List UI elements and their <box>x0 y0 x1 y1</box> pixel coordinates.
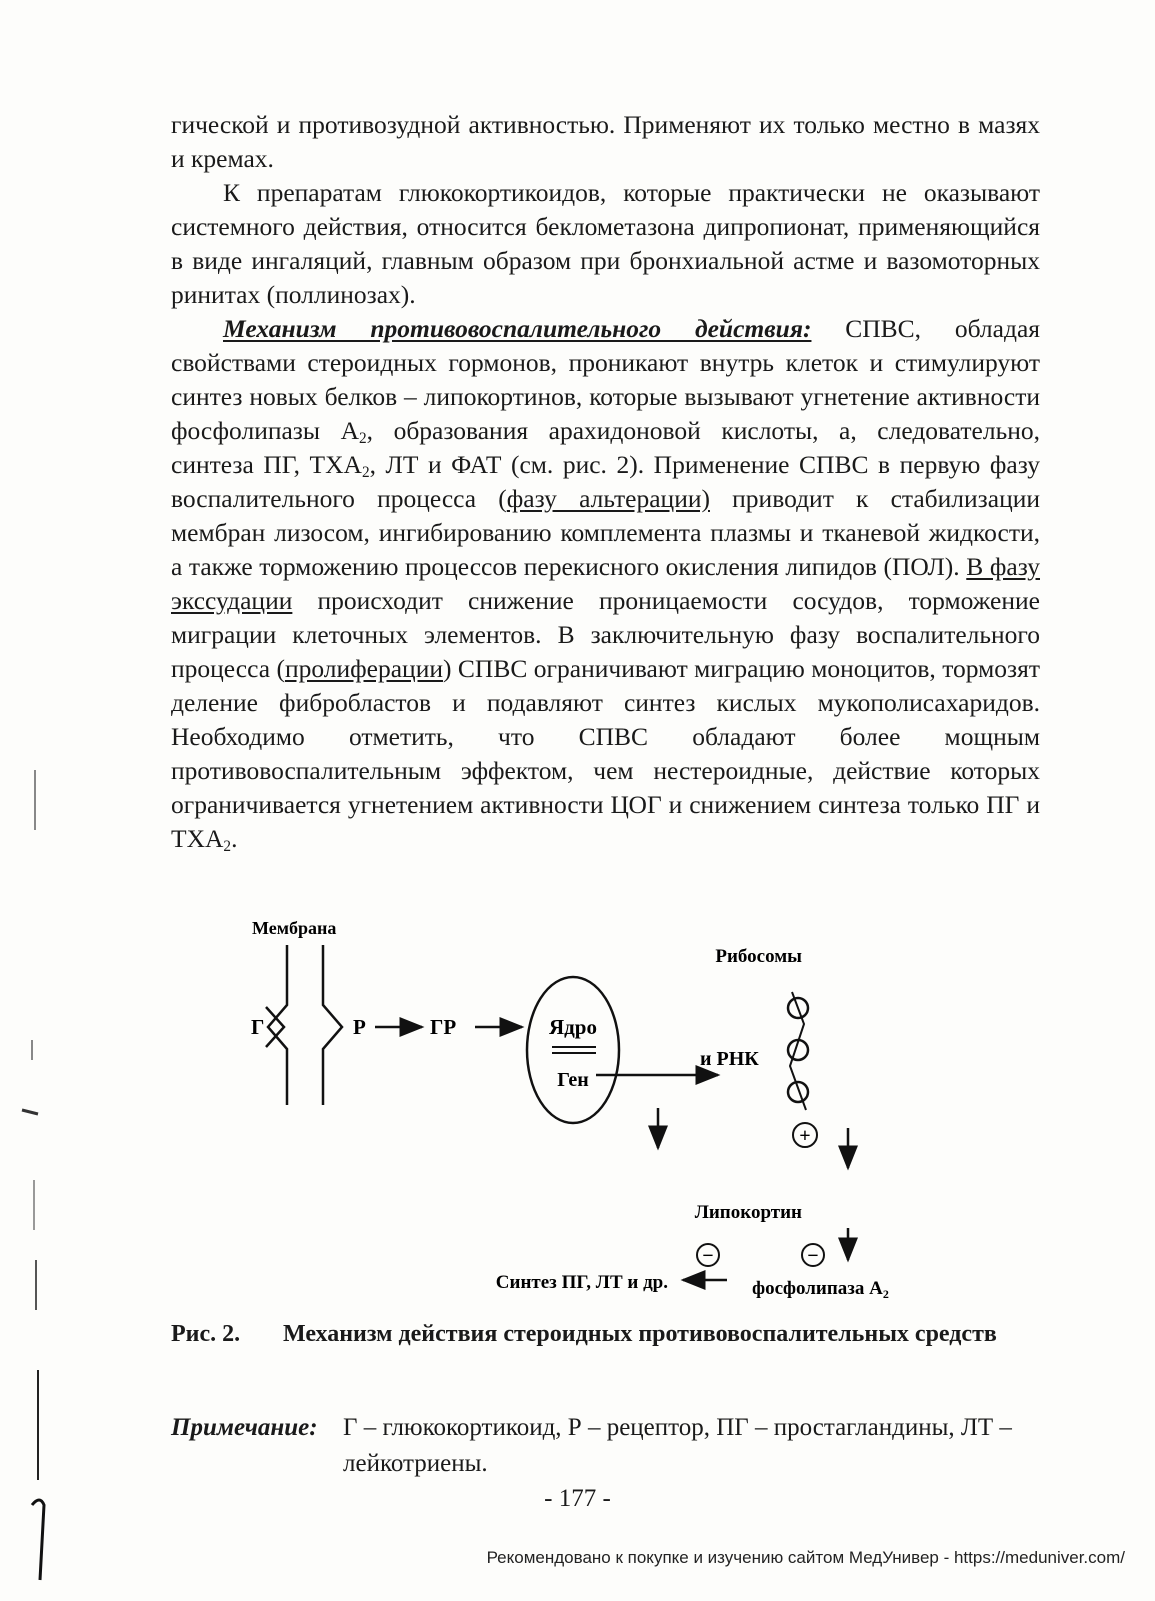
caption-text: Механизм действия стероидных противовоспалительных средств <box>283 1321 997 1347</box>
page-number: - 177 - <box>544 1485 611 1512</box>
phospholipase-label: фосфолипаза $А_2$ <box>752 1278 889 1301</box>
nucleus-label: Ядро <box>549 1015 597 1039</box>
gene-label: Ген <box>557 1069 589 1091</box>
body-text <box>171 108 1040 856</box>
synthesis-label: Синтез ПГ, ЛТ и др. <box>495 1272 668 1293</box>
minus-sign-right: − <box>807 1245 819 1267</box>
caption-label: Рис. 2. <box>171 1321 241 1347</box>
note-label: Примечание: <box>171 1414 318 1441</box>
hr-complex-label: ГР <box>430 1015 457 1039</box>
plus-sign: + <box>799 1125 811 1147</box>
membrane-label: Мембрана <box>252 918 337 938</box>
rna-label: и РНК <box>700 1048 759 1070</box>
footer-link-text: Рекомендовано к покупке и изучению сайтом МедУнивер - https://meduniver.com/ <box>486 1548 1125 1567</box>
note-text: Г – глюкокортикоид, Р – рецептор, ПГ – простагландины, ЛТ – лейкотриены. <box>343 1414 1012 1477</box>
membrane-inner <box>323 945 342 1105</box>
mechanism-diagram <box>230 910 889 1310</box>
ribosomes-label: Рибосомы <box>715 946 802 967</box>
paragraph-1: гической и противозудной активностью. Применяют их только местно в мазях и кремах. <box>171 110 1040 173</box>
paragraph-2: К препаратам глюкокортикоидов, которые практически не оказывают системного действия, относится беклометазона дипропионат, применяющийся в виде ингаляций, главным образом при бронхиальной астме и вазомоторных ринитах (поллинозах). <box>171 178 1040 309</box>
note <box>171 1410 1040 1482</box>
figure-caption <box>171 1318 1040 1350</box>
proliferation-phase: пролиферации <box>284 654 443 683</box>
receptor-label: Р <box>353 1015 366 1039</box>
alteration-phase: фазу альтерации) <box>506 484 710 513</box>
lipocortin-label: Липокортин <box>694 1202 802 1223</box>
hormone-label: Г <box>251 1015 265 1039</box>
mechanism-heading: Механизм противовоспалительного действия: <box>223 314 812 343</box>
minus-sign-left: − <box>702 1245 714 1267</box>
nucleus-ellipse <box>527 977 619 1123</box>
scan-margin-marks <box>0 0 80 1601</box>
exudation-phase: В фазу экссудации <box>171 552 1040 615</box>
paragraph-3: Механизм противовоспалительного действия: СПВС, обладая свойствами стероидных гормонов, проникают внутрь клеток и стимулируют синтез новых белков – липокортинов, которые вызывают угнетение активности фосфолипазы $А_2$, образования арахидоновой кислоты, а, следовательно, синтеза ПГ, $ТХА_2$, ЛТ и ФАТ (см. рис. 2). Применение СПВС в первую фазу воспалительного процесса (фазу альтерации) приводит к стабилизации мембран лизосом, ингибированию комплемента плазмы и тканевой жидкости, а также торможению процессов перекисного окисления липидов (ПОЛ). В фазу экссудации происходит снижение проницаемости сосудов, торможение миграции клеточных элементов. В заключительную фазу воспалительного процесса (пролиферации) СПВС ограничивают миграцию моноцитов, тормозят деление фибробластов и подавляют синтез кислых мукополисахаридов. Необходимо отметить, что СПВС обладают более мощным противовоспалительным эффектом, чем нестероидные, действие которых ограничивается угнетением активности ЦОГ и снижением синтеза только ПГ и $ТХА_2$. <box>171 314 1041 855</box>
ribosome-chain-visible <box>788 992 808 1110</box>
membrane-outer <box>268 945 287 1105</box>
